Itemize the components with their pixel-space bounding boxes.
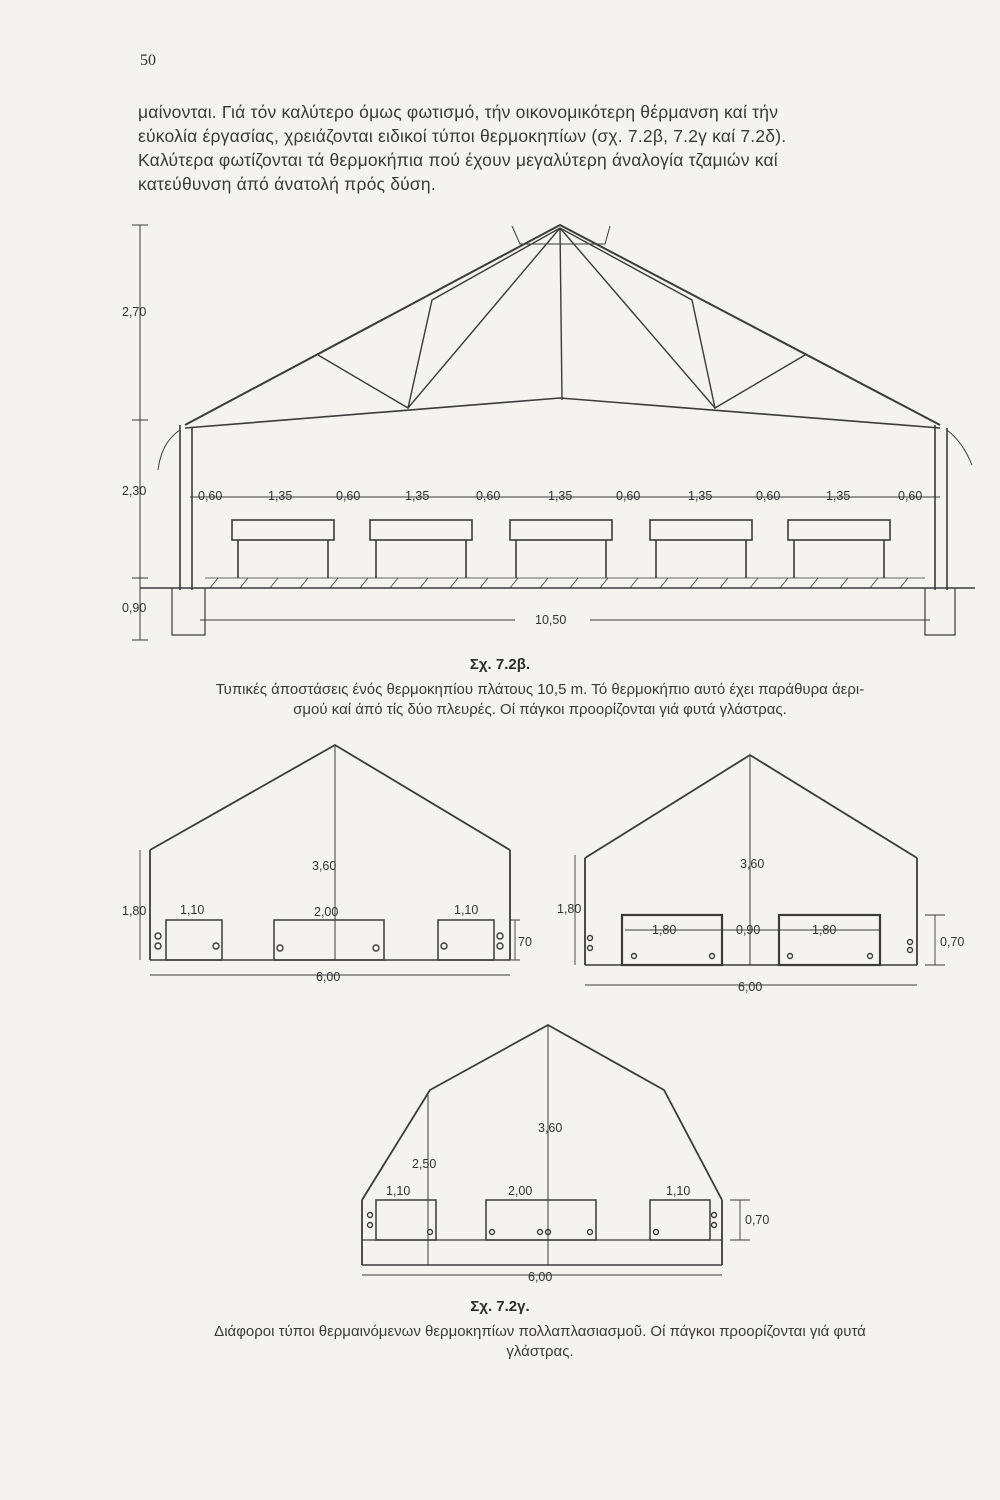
paragraph-line: μαίνονται. Γιά τόν καλύτερο όμως φωτισμό, τήν οικονομικότερη θέρμανση καί τήν	[138, 102, 779, 122]
bench-height-label: 70	[518, 935, 532, 949]
caption-line: σμού καί άπό τίς δύο πλευρές. Οί πάγκοι προορίζονται γιά φυτά γλάστρας.	[293, 701, 787, 718]
height-label: 2,30	[122, 484, 147, 498]
spacing-label: 1,35	[548, 489, 573, 503]
figure-7-2g3-dimensions	[386, 1121, 769, 1284]
width-label: 10,50	[535, 613, 567, 627]
width-label: 6,00	[738, 980, 763, 994]
spacing-label: 1,35	[826, 489, 851, 503]
height-label: 0,90	[122, 601, 147, 615]
ridge-height-label: 3,60	[538, 1121, 563, 1135]
caption-line: Διάφοροι τύποι θερμαινόμενων θερμοκηπίων πολλαπλασιασμοῦ. Οί πάγκοι προορίζονται γιά φυτά	[214, 1323, 866, 1340]
figure-7-2g1-dimensions	[122, 859, 532, 984]
wall-height-label: 1,80	[557, 902, 582, 916]
spacing-label: 1,35	[688, 489, 713, 503]
width-label: 6,00	[316, 970, 341, 984]
bench-width-label: 1,80	[652, 923, 677, 937]
figure-7-2g2-dimensions	[557, 857, 964, 994]
paragraph-line: Καλύτερα φωτίζονται τά θερμοκήπια πού έχουν μεγαλύτερη άναλογία τζαμιών καί	[138, 150, 778, 170]
figure-7-2g3-drawing	[362, 1025, 750, 1275]
spacing-label: 0,60	[198, 489, 223, 503]
bench-width-label: 1,10	[454, 903, 479, 917]
paragraph-line: κατεύθυνση άπό άνατολή πρός δύση.	[138, 174, 436, 194]
bench-width-label: 1,10	[180, 903, 205, 917]
height-label: 2,70	[122, 305, 147, 319]
spacing-label: 0,60	[336, 489, 361, 503]
bench-width-label: 2,00	[508, 1184, 533, 1198]
spacing-label: 0,60	[898, 489, 923, 503]
bench-width-label: 1,10	[666, 1184, 691, 1198]
figure-7-2b-caption	[110, 680, 970, 720]
bench-width-label: 1,80	[812, 923, 837, 937]
wall-height-label: 1,80	[122, 904, 147, 918]
spacing-label: 1,35	[268, 489, 293, 503]
eave-height-label: 2,50	[412, 1157, 437, 1171]
bench-height-label: 0,70	[745, 1213, 770, 1227]
paragraph-line: εύκολία έργασίας, χρειάζονται ειδικοί τύποι θερμοκηπίων (σχ. 7.2β, 7.2γ καί 7.2δ).	[138, 126, 787, 146]
ridge-height-label: 3,60	[740, 857, 765, 871]
bench-width-label: 1,10	[386, 1184, 411, 1198]
spacing-label: 0,60	[616, 489, 641, 503]
bench-height-label: 0,70	[940, 935, 965, 949]
spacing-label: 0,60	[756, 489, 781, 503]
caption-line: Τυπικές άποστάσεις ένός θερμοκηπίου πλάτους 10,5 m. Τό θερμοκήπιο αυτό έχει παράθυρα άερι-	[215, 681, 865, 698]
spacing-label: 1,35	[405, 489, 430, 503]
width-label: 6,00	[528, 1270, 553, 1284]
aisle-width-label: 0,90	[736, 923, 761, 937]
caption-line: γλάστρας.	[506, 1343, 574, 1360]
figure-7-2b-drawing	[132, 225, 975, 640]
ridge-height-label: 3,60	[312, 859, 337, 873]
figure-7-2g-caption-title: Σχ. 7.2γ.	[470, 1298, 530, 1315]
figure-7-2g-caption	[110, 1322, 970, 1362]
figure-7-2b-caption-title: Σχ. 7.2β.	[469, 656, 531, 673]
spacing-label: 0,60	[476, 489, 501, 503]
page-number: 50	[140, 52, 156, 69]
bench-width-label: 2,00	[314, 905, 339, 919]
